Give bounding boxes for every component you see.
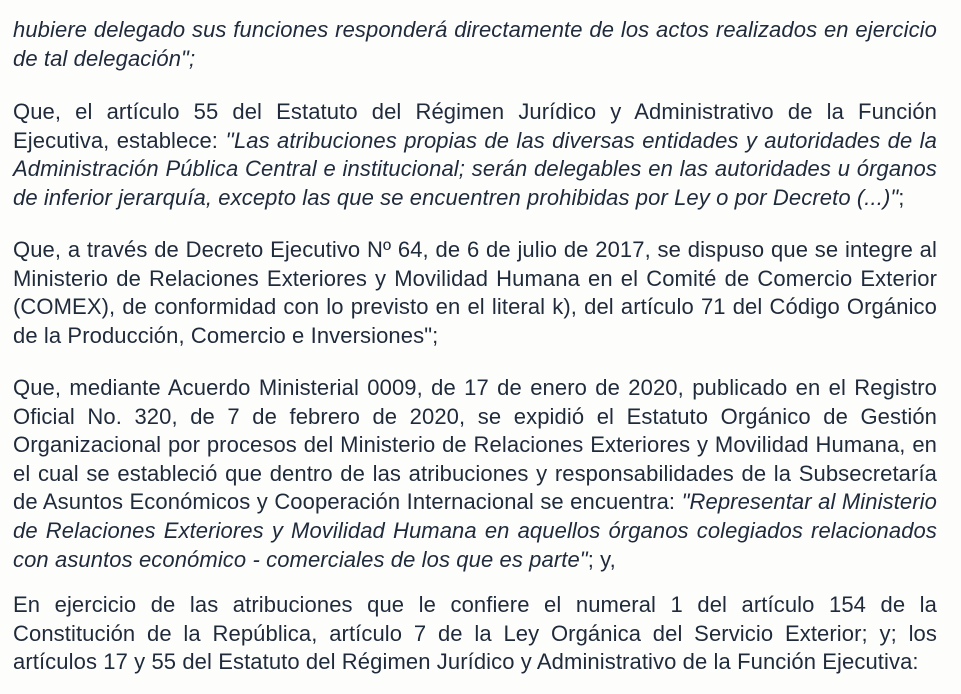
paragraph-acuerdo-0009 [13,374,937,574]
paragraph-text: ; [898,184,905,210]
paragraph-text: Que, a través de Decreto Ejecutivo Nº 64, de 6 de julio de 2017, se dispuso que se integre al Ministerio de Relaciones Exteriores y Movilidad Humana en el Comité de Comercio Exterior (COMEX), de conformidad con lo previsto en el literal k), del artículo 71 del Código Orgánico de la Producción, Comercio e Inversiones"; [13,237,937,348]
paragraph-text: Que, mediante Acuerdo Ministerial 0009, de 17 de enero de 2020, publicado en el Registro Oficial No. 320, de 7 de febrero de 2020, se expidió el Estatuto Orgánico de Gestión Organizacional por procesos del Ministerio de Relaciones Exteriores y Movilidad Humana, en el cual se estableció que dentro de las atribuciones y responsabilidades de la Subsecretaría de Asuntos Económicos y Cooperación Internacional se encuentra: [13,375,937,515]
paragraph-quote: ''Las atribuciones propias de las diversas entidades y autoridades de la Administración Pública Central e institucional; serán delegables en las autoridades u órganos de inferior jerarquía, excepto las que se encuentren prohibidas por Ley o por Decreto (...)" [13,127,938,210]
paragraph-article-55 [13,98,937,212]
paragraph-decreto-64 [13,236,937,350]
paragraph-en-ejercicio [13,591,937,677]
paragraph-quote: "Representar al Ministerio de Relaciones Exteriores y Movilidad Humana en aquellos órganos colegiados relacionados con asuntos económico - comerciales de los que es parte" [13,489,937,572]
paragraph-text: Que, el artículo 55 del Estatuto del Régimen Jurídico y Administrativo de la Función Ejecutiva, establece: [13,99,937,153]
paragraph-delegation-closing [13,16,937,73]
paragraph-text: En ejercicio de las atribuciones que le confiere el numeral 1 del artículo 154 de la Constitución de la República, artículo 7 de la Ley Orgánica del Servicio Exterior; y; los artículos 17 y 55 del Estatuto del Régimen Jurídico y Administrativo de la Función Ejecutiva: [13,592,937,675]
paragraph-text: hubiere delegado sus funciones responderá directamente de los actos realizados en ejercicio de tal delegación"; [13,17,937,71]
paragraph-text: ; y, [587,546,616,572]
